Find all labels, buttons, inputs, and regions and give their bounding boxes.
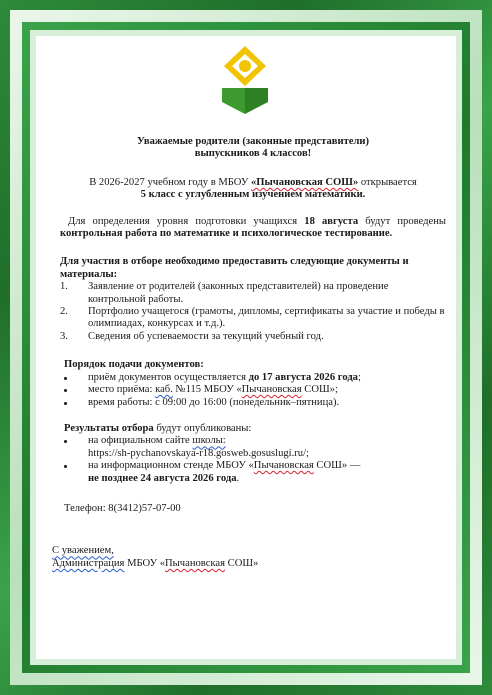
order-title: Порядок подачи документов: bbox=[64, 359, 204, 371]
list-item-text: приём документов осуществляется bbox=[88, 371, 249, 383]
testing-text-2: будут проведены bbox=[358, 215, 447, 227]
testing-date: 18 августа bbox=[304, 215, 359, 227]
list-item-text: место приёма: bbox=[88, 384, 156, 396]
intro-school-name: «Пычановская СОШ» bbox=[250, 176, 359, 188]
testing-text: Для определения уровня подготовки учащихся bbox=[68, 215, 305, 227]
signature-text-end: СОШ» bbox=[225, 557, 259, 569]
signature-text: МБОУ « bbox=[124, 557, 166, 569]
intro-class-announcement: 5 класс с углубленным изучением математики. bbox=[140, 189, 366, 201]
documents-title: Для участия в отборе необходимо предоставить следующие документы и материалы: bbox=[60, 256, 409, 280]
testing-paragraph bbox=[60, 216, 446, 241]
intro-text-after: открывается bbox=[358, 176, 417, 188]
signature-admin: Администрация bbox=[52, 557, 125, 569]
list-item bbox=[60, 397, 446, 409]
order-deadline: до 17 августа 2026 года bbox=[248, 371, 358, 383]
heading bbox=[60, 136, 446, 161]
intro-text: В 2026-2027 учебном году в МБОУ bbox=[89, 176, 251, 188]
list-item-text-end: . bbox=[236, 472, 240, 484]
school-name: Пычановская bbox=[241, 384, 302, 396]
list-item-text: на информационном стенде МБОУ « bbox=[88, 460, 254, 472]
list-number: 1. bbox=[60, 281, 68, 293]
results-title-rest: будут опубликованы: bbox=[153, 422, 252, 434]
list-item-text-marked: каб. bbox=[155, 384, 173, 396]
heading-line2: выпускников 4 классов! bbox=[194, 148, 312, 160]
list-item bbox=[60, 331, 446, 343]
list-item-text-end: ; bbox=[357, 371, 361, 383]
list-item-text: Заявление от родителей (законных представителей) на проведение контрольной работы. bbox=[88, 281, 389, 305]
results-list bbox=[60, 435, 446, 485]
signature bbox=[52, 545, 446, 570]
school-logo-icon bbox=[216, 44, 274, 116]
list-item bbox=[60, 384, 446, 396]
list-item bbox=[60, 281, 446, 306]
list-item-text-2: СОШ» — bbox=[313, 460, 361, 472]
school-name: Пычановская bbox=[253, 460, 314, 472]
list-item-text-2: №115 МБОУ « bbox=[172, 384, 242, 396]
results-deadline: не позднее 24 августа 2026 года bbox=[88, 472, 237, 484]
signature-line1: С уважением, bbox=[52, 545, 114, 557]
list-item-text-marked: школы: bbox=[192, 435, 226, 447]
document-content bbox=[52, 128, 447, 570]
phone-number: Телефон: 8(3412)57-07-00 bbox=[64, 502, 181, 514]
list-item bbox=[60, 460, 446, 485]
results-title bbox=[60, 423, 446, 435]
list-number: 2. bbox=[60, 306, 68, 318]
list-item-text-3: СОШ»; bbox=[301, 384, 338, 396]
website-url[interactable]: https://sh-pychanovskaya-r18.gosweb.gosuslugi.ru/; bbox=[88, 447, 309, 459]
list-item bbox=[60, 306, 446, 331]
list-item-text: Сведения об успеваемости за текущий учебный год. bbox=[88, 330, 324, 342]
heading-line1: Уважаемые родители (законные представители) bbox=[136, 136, 370, 147]
school-name: Пычановская bbox=[165, 557, 225, 569]
list-item-text: на официальном сайте bbox=[88, 435, 193, 447]
intro-paragraph bbox=[60, 177, 446, 202]
list-item-text: Портфолио учащегося (грамоты, дипломы, сертификаты за участие и победы в олимпиадах, конкурсах и т.д.). bbox=[88, 306, 445, 330]
testing-work: контрольная работа по математике и психологическое тестирование. bbox=[60, 228, 393, 240]
list-number: 3. bbox=[60, 330, 68, 342]
list-item-text: время работы: с 09:00 до 16:00 (понедельник–пятница). bbox=[88, 396, 340, 408]
documents-list bbox=[60, 281, 446, 343]
order-list bbox=[60, 372, 446, 409]
results-title-bold: Результаты отбора bbox=[64, 422, 154, 434]
list-item bbox=[60, 435, 446, 460]
list-item bbox=[60, 372, 446, 384]
